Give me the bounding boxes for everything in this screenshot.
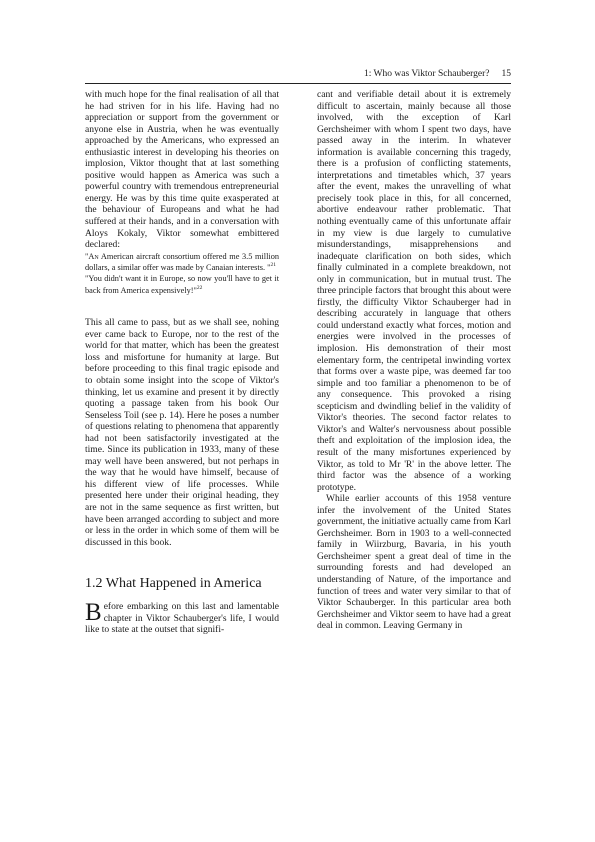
running-head	[85, 69, 511, 84]
section-heading: 1.2 What Happened in America	[85, 576, 262, 592]
body-paragraph: cant and verifiable detail about it is extremely difficult to ascertain, mainly because all those involved, with the exception of Karl Gerchsheimer with whom I spent two days, have passed away in the interim. In whatever information is available concerning this tragedy, there is a profusion of conflicting statements, interpretations and timetables which, 37 years after the event, makes the unravelling of what precisely took place in this, for all concerned, abortive endeavour rather problematic. That nothing eventually came of this unfortunate affair in my view is due largely to cumulative misunderstandings, misapprehensions and inadequate clarification on both sides, which finally culminated in a complete breakdown, not only in communication, but in mutual trust. The three principle factors that brought this about were firstly, the difficulty Viktor Schauberger had in describing accurately in language that others could understand exactly what forces, motion and energies were involved in the processes of implosion. His demonstration of their most elementary form, the centripetal inwinding vortex that forms over a waste pipe, was deemed far too simple and too familiar a phenomenon to be of any consequence. This provoked a rising scepticism and dwindling belief in the validity of Viktor's theories. The second factor relates to Viktor's and Walter's nervousness about possible theft and exploitation of the implosion idea, the result of the many misfortunes experienced by Viktor, as told to Mr 'R' in the above letter. The third factor was the absence of a working prototype.	[317, 89, 511, 493]
section-opening-paragraph: Before embarking on this last and lamentable chapter in Viktor Schauberger's life, I would like to state at the outset that signifi-	[85, 599, 279, 636]
footnote-marker: 21	[270, 262, 276, 269]
page-number: 15	[501, 69, 511, 79]
footnote-marker: 22	[196, 284, 203, 291]
right-column	[317, 89, 511, 632]
running-title: 1: Who was Viktor Schauberger?	[363, 69, 490, 79]
body-paragraph: While earlier accounts of this 1958 venture infer the involvement of the United States government, the initiative actually came from Karl Gerchsheimer. Born in 1903 to a well-connected family in Wiirzburg, Bavaria, in his youth Gerchsheimer spent a great deal of time in the surrounding forests and had developed an understanding of Nature, of the importance and function of trees and water very similar to that of Viktor Schauberger. In this particular area both Gerchsheimer and Viktor seem to have had a great deal in common. Leaving Germany in	[317, 493, 511, 632]
body-paragraph: This all came to pass, but as we shall see, nohing ever came back to Europe, nor to the rest of the world for that matter, which has been the greatest loss and misfortune for humanity at large. But before proceeding to this final tragic episode and to obtain some insight into the scope of Viktor's thinking, let us examine and present it by directly quoting a passage taken from his book Our Senseless Toil (see p. 14). Here he poses a number of questions relating to phenomena that apparently had not been satisfactorily investigated at the time. Since its publication in 1933, many of these may well have been answered, but not perhaps in the way that he would have himself, because of his different view of life processes. While presented here under their original heading, they are not in the same sequence as first written, but have been arranged according to subject and more or less in the order in which some of them will be discussed in this book.	[85, 317, 279, 548]
body-paragraph: with much hope for the final realisation of all that he had striven for in his life. Having had no appreciation or support from the government or anyone else in Austria, when he was eventually approached by the Americans, who expressed an enthusiastic interest in developing his theories on implosion, Viktor thought that at last something positive would happen as America was such a powerful country with tremendous entrepreneurial energy. He was by this time quite exasperated at the behaviour of Europeans and what he had suffered at their hands, and in a conversation with Aloys Kokaly, Viktor somewhat embittered declared:	[85, 89, 279, 251]
drop-cap: B	[85, 599, 102, 627]
block-quote: "An American aircraft consortium offered me 3.5 million dollars, a similar offer was made by Canaian interests. "$^{21}$	[85, 251, 279, 273]
block-quote: "You didn't want it in Europe, so now you'll have to get it back from America expensively!"$^{22}$	[85, 274, 279, 295]
left-column	[85, 89, 279, 636]
